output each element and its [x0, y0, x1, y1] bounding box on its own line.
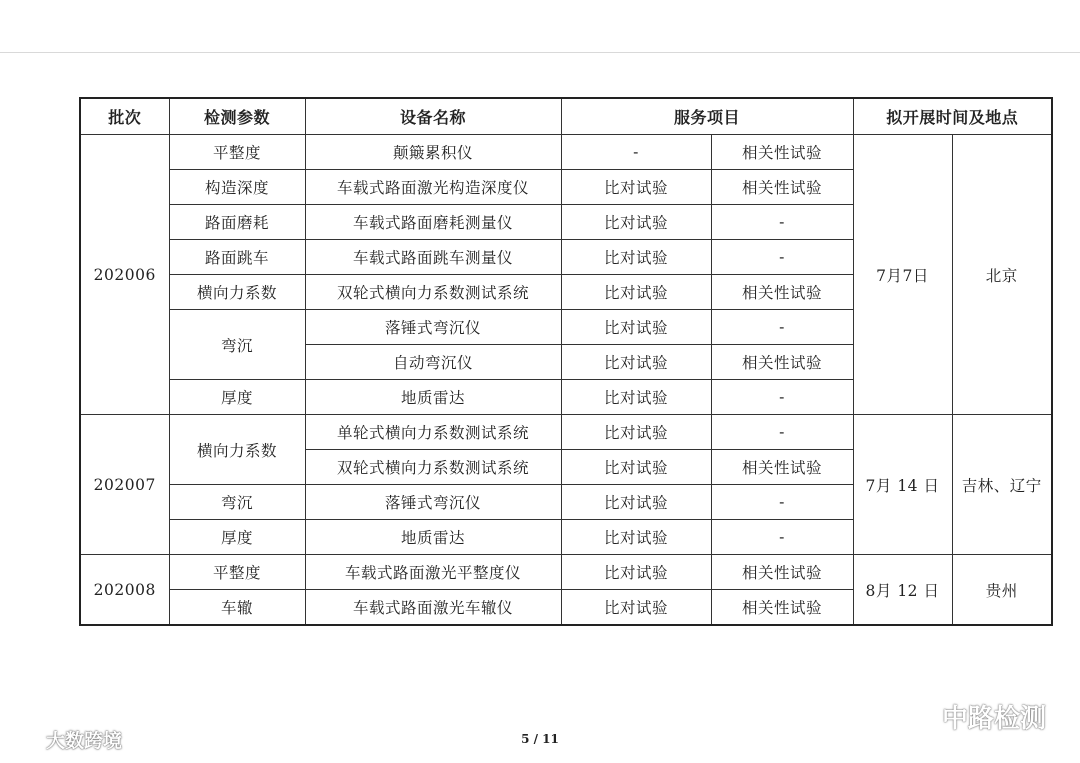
table-row: [80, 415, 1052, 450]
device-cell: 车载式路面激光车辙仪: [305, 590, 561, 626]
service-comparison-cell: 比对试验: [561, 240, 711, 275]
service-correlation-cell: 相关性试验: [711, 450, 853, 485]
watermark-right: [904, 698, 1046, 735]
param-cell: 车辙: [169, 590, 305, 626]
service-comparison-cell: 比对试验: [561, 275, 711, 310]
param-cell: 平整度: [169, 555, 305, 590]
param-cell: 构造深度: [169, 170, 305, 205]
date-cell: 7月 14 日: [853, 415, 952, 555]
service-comparison-cell: 比对试验: [561, 450, 711, 485]
param-cell: 横向力系数: [169, 275, 305, 310]
service-correlation-cell: -: [711, 380, 853, 415]
service-comparison-cell: 比对试验: [561, 380, 711, 415]
param-cell: 路面磨耗: [169, 205, 305, 240]
batch-cell: 202006: [80, 135, 169, 415]
device-cell: 落锤式弯沉仪: [305, 485, 561, 520]
device-cell: 双轮式横向力系数测试系统: [305, 275, 561, 310]
service-comparison-cell: 比对试验: [561, 345, 711, 380]
service-correlation-cell: 相关性试验: [711, 590, 853, 626]
service-comparison-cell: 比对试验: [561, 310, 711, 345]
service-correlation-cell: 相关性试验: [711, 345, 853, 380]
service-correlation-cell: -: [711, 520, 853, 555]
header-batch: 批次: [80, 98, 169, 135]
page-number: 5 / 11: [521, 732, 559, 746]
header-device: 设备名称: [305, 98, 561, 135]
table-header-row: [80, 98, 1052, 135]
watermark-right-text: 中路检测: [942, 704, 1047, 734]
service-correlation-cell: -: [711, 415, 853, 450]
watermark-left: [8, 726, 122, 753]
param-cell: 厚度: [169, 380, 305, 415]
device-cell: 地质雷达: [305, 380, 561, 415]
service-correlation-cell: 相关性试验: [711, 170, 853, 205]
device-cell: 单轮式横向力系数测试系统: [305, 415, 561, 450]
param-cell: 路面跳车: [169, 240, 305, 275]
service-comparison-cell: 比对试验: [561, 485, 711, 520]
service-correlation-cell: 相关性试验: [711, 555, 853, 590]
service-comparison-cell: 比对试验: [561, 590, 711, 626]
device-cell: 落锤式弯沉仪: [305, 310, 561, 345]
service-correlation-cell: -: [711, 205, 853, 240]
inspection-schedule-table: [79, 97, 1053, 626]
device-cell: 地质雷达: [305, 520, 561, 555]
header-timeplace: 拟开展时间及地点: [853, 98, 1052, 135]
page-top-rule: [0, 52, 1080, 53]
param-cell: 弯沉: [169, 485, 305, 520]
param-cell: 横向力系数: [169, 415, 305, 485]
param-cell: 弯沉: [169, 310, 305, 380]
date-cell: 7月7日: [853, 135, 952, 415]
place-cell: 吉林、辽宁: [952, 415, 1052, 555]
service-correlation-cell: -: [711, 485, 853, 520]
device-cell: 车载式路面激光构造深度仪: [305, 170, 561, 205]
device-cell: 自动弯沉仪: [305, 345, 561, 380]
service-correlation-cell: 相关性试验: [711, 275, 853, 310]
date-cell: 8月 12 日: [853, 555, 952, 626]
service-comparison-cell: 比对试验: [561, 205, 711, 240]
service-comparison-cell: -: [561, 135, 711, 170]
service-correlation-cell: -: [711, 240, 853, 275]
place-cell: 贵州: [952, 555, 1052, 626]
header-param: 检测参数: [169, 98, 305, 135]
service-comparison-cell: 比对试验: [561, 170, 711, 205]
header-service: 服务项目: [561, 98, 853, 135]
service-comparison-cell: 比对试验: [561, 555, 711, 590]
table-row: [80, 135, 1052, 170]
service-comparison-cell: 比对试验: [561, 415, 711, 450]
batch-cell: 202007: [80, 415, 169, 555]
param-cell: 平整度: [169, 135, 305, 170]
param-cell: 厚度: [169, 520, 305, 555]
device-cell: 车载式路面激光平整度仪: [305, 555, 561, 590]
batch-cell: 202008: [80, 555, 169, 626]
service-comparison-cell: 比对试验: [561, 520, 711, 555]
device-cell: 车载式路面磨耗测量仪: [305, 205, 561, 240]
wechat-logo-icon: [904, 699, 936, 734]
watermark-left-text: 大数跨境: [46, 730, 123, 752]
device-cell: 双轮式横向力系数测试系统: [305, 450, 561, 485]
device-cell: 车载式路面跳车测量仪: [305, 240, 561, 275]
service-correlation-cell: -: [711, 310, 853, 345]
table-row: [80, 555, 1052, 590]
service-correlation-cell: 相关性试验: [711, 135, 853, 170]
weibo-logo-icon: [8, 726, 42, 753]
device-cell: 颠簸累积仪: [305, 135, 561, 170]
place-cell: 北京: [952, 135, 1052, 415]
